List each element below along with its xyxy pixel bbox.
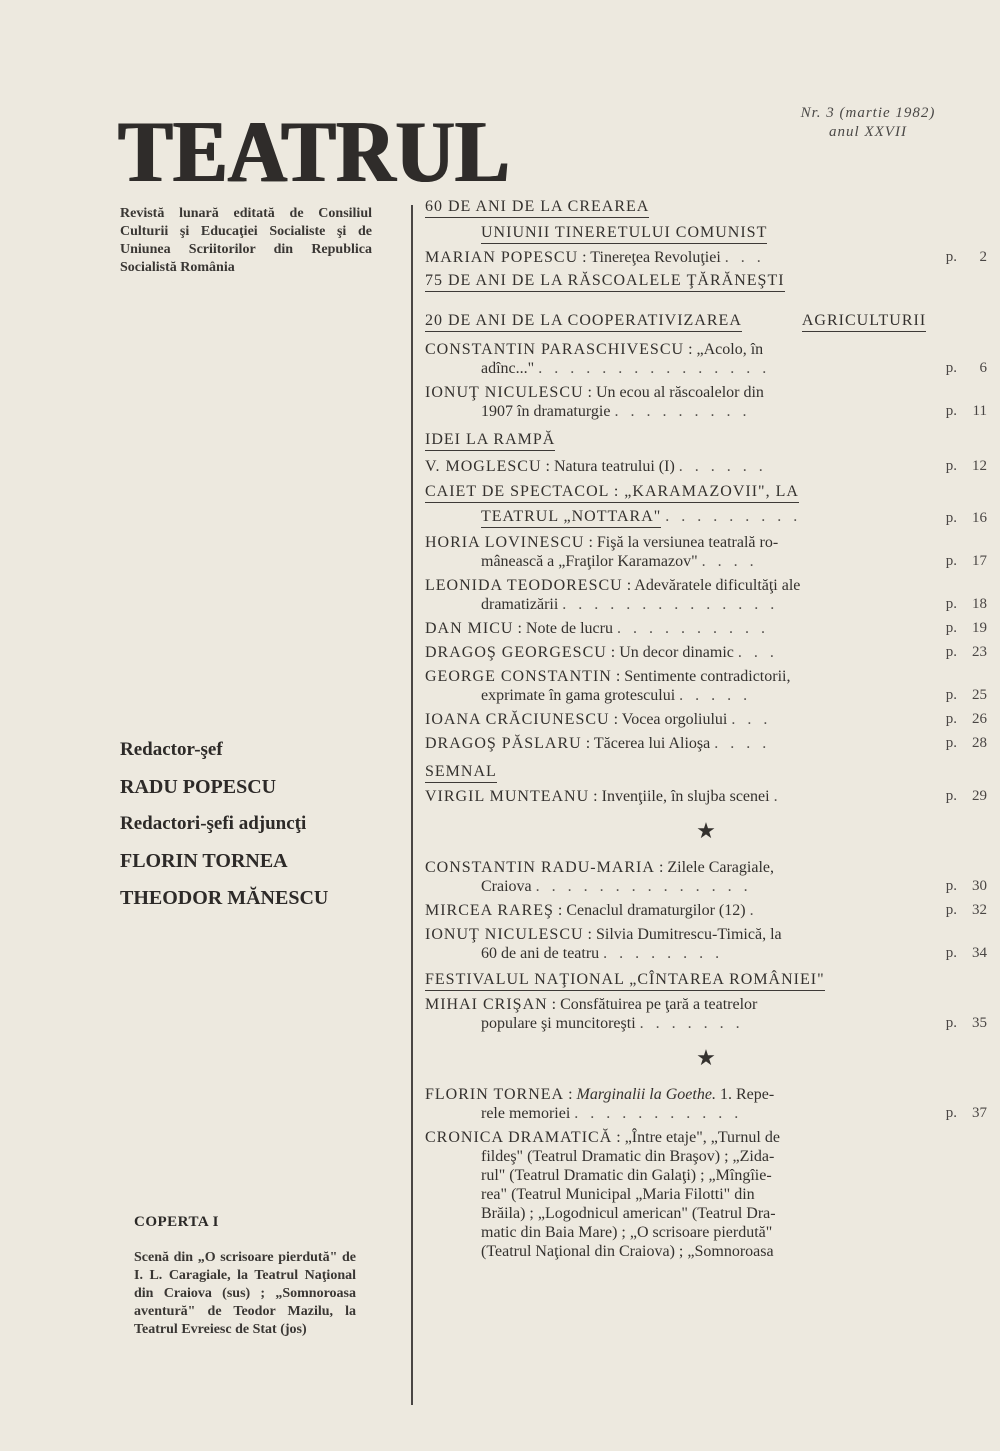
section-title: IDEI LA RAMPĂ: [425, 431, 555, 451]
star-separator: ★: [696, 1045, 716, 1070]
section-title: UNIUNII TINERETULUI COMUNIST: [481, 224, 767, 244]
cover-title: COPERTA I: [134, 1214, 219, 1230]
masthead-logo: TEATRUL: [118, 104, 510, 201]
star-separator: ★: [696, 818, 716, 843]
toc-entry[interactable]: VIRGIL MUNTEANU : Invenţiile, în slujba scenei . p. 29: [425, 788, 987, 805]
section-heading: [425, 198, 987, 244]
deputy-editors-label: Redactori-şefi adjuncţi: [120, 813, 307, 834]
deputy-editor-1: FLORIN TORNEA: [120, 850, 288, 872]
toc-entry[interactable]: LEONIDA TEODORESCU : Adevăratele dificultăţi ale dramatizării . . . . . . . . . . . . . . p. 18: [425, 577, 987, 613]
toc-entry[interactable]: DRAGOŞ PĂSLARU : Tăcerea lui Alioşa . . . . p. 28: [425, 735, 987, 752]
publisher-description: Revistă lunară editată de Consiliul Culturii şi Educaţiei Socialiste şi de Uniunea Scriitorilor din Republica Socialistă România: [120, 206, 372, 275]
editor-chief-name: RADU POPESCU: [120, 776, 277, 798]
toc-entry[interactable]: DAN MICU : Note de lucru . . . . . . . . . . p. 19: [425, 620, 987, 637]
toc-entry-cronica[interactable]: CRONICA DRAMATICĂ : „Între etaje", „Turnul de fildeş" (Teatrul Dramatic din Braşov) ; „Zida- rul" (Teatrul Dramatic din Galaţi) ; „Mîngîie- rea" (Teatrul Municipal „Maria Filotti" din Brăila) ; „Logodnicul american" (Teatrul Dra- matic din Baia Mare) ; „O scrisoare pierdută" (Teatrul Naţional din Craiova) ; „Somnoroasa: [425, 1129, 780, 1260]
table-of-contents: [425, 198, 987, 1265]
toc-entry[interactable]: CONSTANTIN RADU-MARIA : Zilele Caragiale, Craiova . . . . . . . . . . . . . . p. 30: [425, 859, 987, 895]
section-title: 20 DE ANI DE LA COOPERATIVIZAREA: [425, 312, 742, 332]
toc-entry[interactable]: CONSTANTIN PARASCHIVESCU : „Acolo, în adînc..." . . . . . . . . . . . . . . . p. 6: [425, 341, 987, 377]
column-divider: [411, 205, 413, 1405]
section-title: FESTIVALUL NAŢIONAL „CÎNTAREA ROMÂNIEI": [425, 971, 825, 991]
section-heading: [425, 272, 987, 292]
issue-info: [758, 104, 978, 142]
section-title: SEMNAL: [425, 763, 497, 783]
deputy-editor-2: THEODOR MĂNESCU: [120, 887, 329, 909]
toc-entry[interactable]: DRAGOŞ GEORGESCU : Un decor dinamic . . . p. 23: [425, 644, 987, 661]
toc-entry[interactable]: IOANA CRĂCIUNESCU : Vocea orgoliului . . . p. 26: [425, 711, 987, 728]
entry-title: Tinereţea Revoluţiei: [590, 249, 721, 266]
toc-entry[interactable]: IONUŢ NICULESCU : Silvia Dumitrescu-Timică, la 60 de ani de teatru . . . . . . . . p. 34: [425, 926, 987, 962]
section-heading: [425, 971, 987, 991]
editor-chief-label: Redactor-şef: [120, 739, 223, 760]
section-title: 75 DE ANI DE LA RĂSCOALELE ŢĂRĂNEŞTI: [425, 272, 785, 292]
toc-entry[interactable]: IONUŢ NICULESCU : Un ecou al răscoalelor din 1907 în dramaturgie . . . . . . . . . p. 11: [425, 384, 987, 420]
toc-entry[interactable]: FLORIN TORNEA : Marginalii la Goethe. 1. Repe- rele memoriei . . . . . . . . . . . p. 37: [425, 1086, 987, 1122]
editorial-board: [120, 738, 372, 923]
toc-entry[interactable]: MARIAN POPESCU : Tinereţea Revoluţiei . . . p. 2: [425, 249, 987, 266]
toc-entry[interactable]: MIHAI CRIŞAN : Consfătuirea pe ţară a teatrelor populare şi muncitoreşti . . . . . . . p. 35: [425, 996, 987, 1032]
section-heading-with-page[interactable]: CAIET DE SPECTACOL : „KARAMAZOVII", LA TEATRUL „NOTTARA" . . . . . . . . . p. 16: [425, 483, 987, 526]
section-heading: [425, 763, 987, 783]
issue-number: Nr. 3 (martie 1982): [800, 105, 936, 121]
issue-year: anul XXVII: [829, 124, 907, 140]
section-title: AGRICULTURII: [802, 312, 926, 332]
toc-entry[interactable]: GEORGE CONSTANTIN : Sentimente contradictorii, exprimate în gama grotescului . . . . . p. 25: [425, 668, 987, 704]
section-heading: [425, 306, 987, 332]
toc-entry[interactable]: V. MOGLESCU : Natura teatrului (I) . . . . . . p. 12: [425, 458, 987, 475]
cover-text: Scenă din „O scrisoare pierdută" de I. L. Caragiale, la Teatrul Naţional din Craiova (sus) ; „Somnoroasa aventură" de Teodor Mazilu, la Teatrul Evreiesc de Stat (jos): [134, 1250, 356, 1337]
section-heading: [425, 431, 987, 451]
cover-caption: [134, 1214, 356, 1339]
entry-page: p. 2: [945, 249, 987, 265]
section-title: 60 DE ANI DE LA CREAREA: [425, 198, 649, 218]
toc-entry[interactable]: MIRCEA RAREŞ : Cenaclul dramaturgilor (12) . p. 32: [425, 902, 987, 919]
toc-entry[interactable]: HORIA LOVINESCU : Fişă la versiunea teatrală ro- mânească a „Fraţilor Karamazov" . . . . p. 17: [425, 534, 987, 570]
entry-author: MARIAN POPESCU: [425, 249, 579, 266]
